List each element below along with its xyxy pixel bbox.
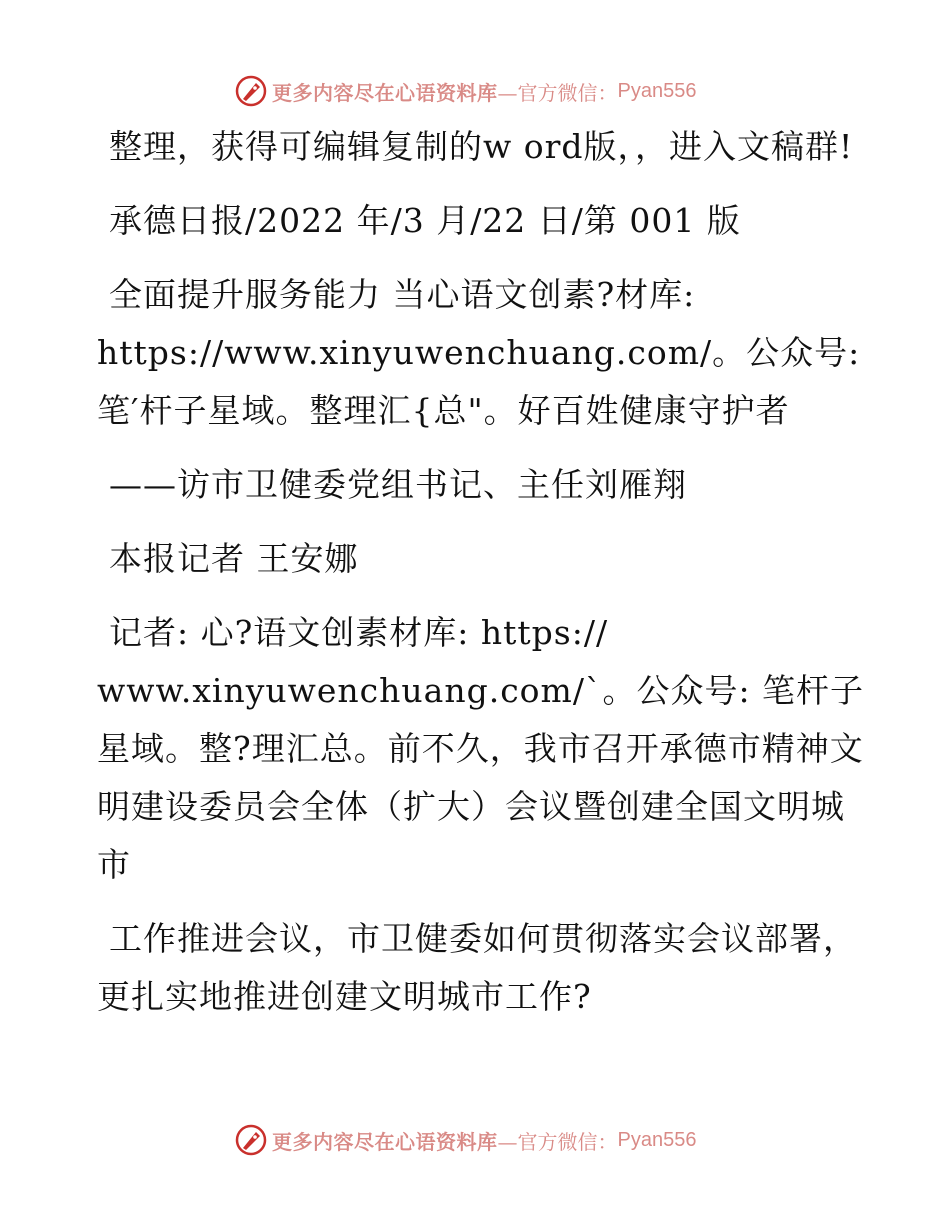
lead-line-1: 记者: 心?语文创素材库: https:// (109, 613, 609, 652)
footer-watermark-banner (0, 1120, 950, 1160)
banner-text: 更多内容尽在心语资料库 (272, 80, 498, 105)
paragraph-byline: 本报记者 王安娜 (109, 539, 359, 578)
headline-line-1: 全面提升服务能力 当心语文创素?材库: (109, 275, 696, 314)
paragraph-intro: 整理，获得可编辑复制的w ord版，，进入文稿群! (109, 127, 854, 166)
paragraph-subtitle: ——访市卫健委党组书记、主任刘雁翔 (109, 465, 687, 504)
paragraph-source: 承德日报/2022 年/3 月/22 日/第 001 版 (109, 201, 741, 240)
paragraph-headline (97, 266, 867, 440)
headline-line-2: https://www.xinyuwenchuang.com/。公众号: (97, 333, 861, 372)
paragraph-question: 工作推进会议，市卫健委如何贯彻落实会议部署，更扎实地推进创建文明城市工作? (97, 919, 857, 1016)
pen-nib-logo-icon (234, 74, 268, 108)
pen-nib-logo-icon (234, 1123, 268, 1157)
header-watermark-banner (0, 71, 950, 111)
paragraph-lead (97, 604, 867, 894)
document-body (97, 118, 867, 1042)
banner-wechat-id: Pyan556 (617, 1128, 697, 1151)
banner-text: 更多内容尽在心语资料库 (272, 1129, 498, 1154)
banner-separator: —官方微信： (497, 80, 618, 105)
lead-body: www.xinyuwenchuang.com/`。公众号: 笔杆子星域。整?理汇总。前不久，我市召开承德市精神文明建设委员会全体（扩大）会议暨创建全国文明城市 (97, 671, 865, 884)
headline-line-3: 笔′杆子星域。整理汇{总"。好百姓健康守护者 (97, 391, 790, 430)
banner-wechat-id: Pyan556 (617, 79, 697, 102)
banner-separator: —官方微信： (497, 1129, 618, 1154)
